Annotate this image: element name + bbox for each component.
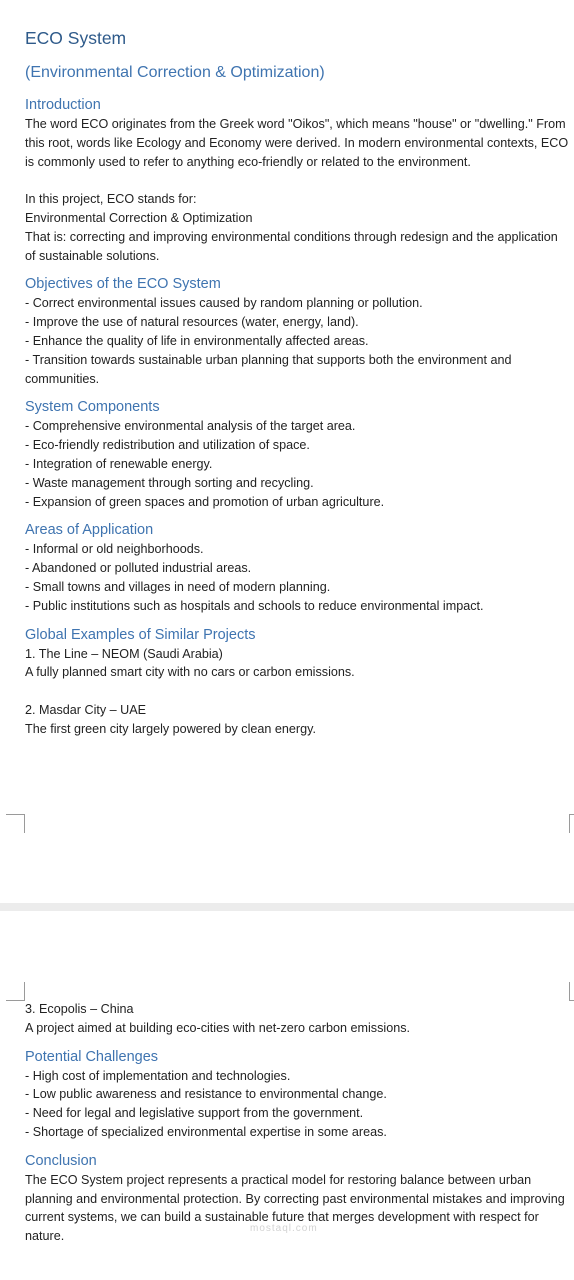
objectives-heading: Objectives of the ECO System <box>25 276 221 293</box>
page-corner-mark <box>6 814 25 833</box>
introduction-paragraph: The word ECO originates from the Greek word "Oikos", which means "house" or "dwelling." From this root, words like Ecology and Economy were derived. In modern environmental contexts, ECO is commonly used to refer to anything eco-friendly or related to the environment. <box>25 117 569 169</box>
list-item: - Integration of renewable energy. <box>25 456 213 471</box>
document-page-2 <box>0 911 574 1280</box>
page-separator <box>0 903 574 911</box>
spacer <box>25 682 570 701</box>
page-corner-mark <box>569 982 574 1001</box>
areas-heading: Areas of Application <box>25 522 154 539</box>
list-item: - Abandoned or polluted industrial areas. <box>25 561 252 576</box>
page-corner-mark <box>569 814 574 833</box>
list-item: - Correct environmental issues caused by random planning or pollution. <box>25 296 423 311</box>
document-title: ECO System <box>25 28 127 48</box>
list-item: - Eco-friendly redistribution and utilization of space. <box>25 438 310 453</box>
example-title: 3. Ecopolis – China <box>25 1002 134 1016</box>
areas-list <box>25 540 570 615</box>
conclusion-heading: Conclusion <box>25 1152 97 1169</box>
list-item: - Informal or old neighborhoods. <box>25 542 204 557</box>
spacer <box>25 171 570 190</box>
examples-heading: Global Examples of Similar Projects <box>25 626 256 643</box>
list-item: - Enhance the quality of life in environmentally affected areas. <box>25 333 369 348</box>
components-heading: System Components <box>25 399 160 416</box>
introduction-line: Environmental Correction & Optimization <box>25 210 253 225</box>
conclusion-paragraph: The ECO System project represents a practical model for restoring balance between urban planning and environmental protection. By correcting past environmental mistakes and improving current systems, we can build a sustainable future that merges development with respect for nature. <box>25 1172 565 1244</box>
list-item: - Waste management through sorting and recycling. <box>25 475 314 490</box>
components-list <box>25 417 570 511</box>
list-item: - Public institutions such as hospitals and schools to reduce environmental impact. <box>25 598 484 613</box>
challenges-heading: Potential Challenges <box>25 1048 159 1065</box>
example-description: A fully planned smart city with no cars or carbon emissions. <box>25 665 355 680</box>
example-title: 2. Masdar City – UAE <box>25 702 147 717</box>
list-item: - Expansion of green spaces and promotion of urban agriculture. <box>25 494 385 509</box>
list-item: - Improve the use of natural resources (water, energy, land). <box>25 315 359 330</box>
challenges-list <box>25 1067 570 1142</box>
list-item: - Low public awareness and resistance to environmental change. <box>25 1087 387 1102</box>
introduction-line: That is: correcting and improving environmental conditions through redesign and the application of sustainable solutions. <box>25 229 558 263</box>
objectives-list <box>25 294 570 388</box>
introduction-heading: Introduction <box>25 97 101 113</box>
list-item: - Transition towards sustainable urban planning that supports both the environment and communities. <box>25 352 512 386</box>
page-corner-mark <box>6 982 25 1001</box>
list-item: - Need for legal and legislative support from the government. <box>25 1106 364 1121</box>
introduction-line: In this project, ECO stands for: <box>25 192 197 207</box>
page-2-content <box>25 1000 570 1246</box>
document-subtitle: (Environmental Correction & Optimization) <box>25 64 325 81</box>
list-item: - High cost of implementation and technologies. <box>25 1068 291 1083</box>
list-item: - Small towns and villages in need of modern planning. <box>25 579 331 594</box>
list-item: - Shortage of specialized environmental expertise in some areas. <box>25 1124 387 1139</box>
list-item: - Comprehensive environmental analysis of the target area. <box>25 419 356 434</box>
watermark-logo: mostaql.com <box>250 1223 318 1234</box>
page-1-content <box>25 26 570 739</box>
example-description: A project aimed at building eco-cities with net-zero carbon emissions. <box>25 1020 410 1035</box>
example-title: 1. The Line – NEOM (Saudi Arabia) <box>25 646 223 661</box>
example-description: The first green city largely powered by clean energy. <box>25 721 316 736</box>
